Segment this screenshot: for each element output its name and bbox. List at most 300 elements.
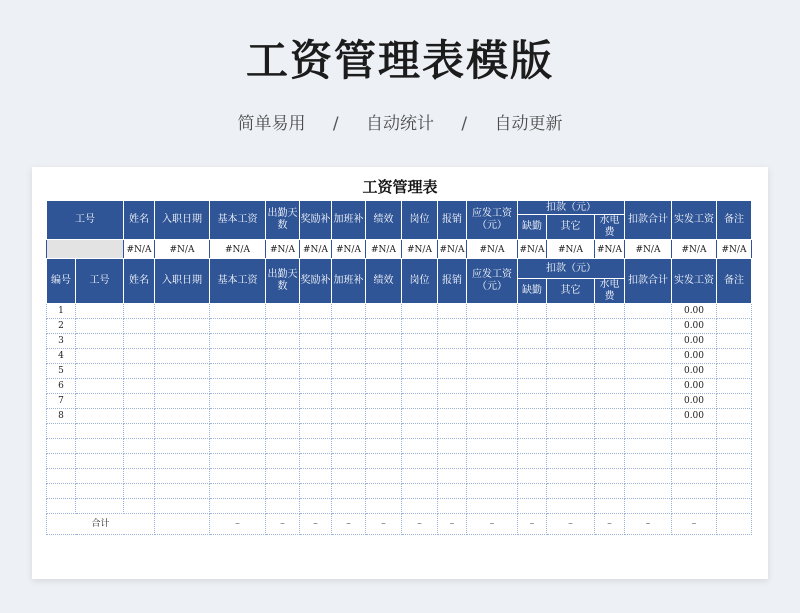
- table-cell[interactable]: [518, 454, 547, 469]
- table-cell[interactable]: [438, 334, 467, 349]
- table-cell[interactable]: [366, 304, 402, 319]
- table-cell[interactable]: [518, 469, 547, 484]
- table-cell[interactable]: [155, 469, 210, 484]
- total-cell: –: [518, 514, 547, 535]
- table-cell[interactable]: [595, 304, 625, 319]
- cell-na[interactable]: #N/A: [210, 240, 266, 260]
- table-cell[interactable]: [155, 319, 210, 334]
- table-cell[interactable]: [595, 379, 625, 394]
- table-cell[interactable]: [266, 439, 300, 454]
- total-cell: –: [210, 514, 266, 535]
- table-cell[interactable]: [366, 379, 402, 394]
- table-cell[interactable]: [124, 409, 155, 424]
- cell-na[interactable]: #N/A: [717, 240, 752, 260]
- row-number-cell[interactable]: [47, 439, 76, 454]
- row-number-cell[interactable]: [47, 454, 76, 469]
- table-cell[interactable]: [76, 499, 124, 514]
- net-pay-cell[interactable]: [672, 439, 717, 454]
- table-cell[interactable]: [332, 469, 366, 484]
- net-pay-cell[interactable]: 0.00: [672, 319, 717, 334]
- net-pay-cell[interactable]: 0.00: [672, 349, 717, 364]
- table-cell[interactable]: [547, 349, 595, 364]
- table-cell[interactable]: [595, 469, 625, 484]
- table-cell[interactable]: [266, 424, 300, 439]
- cell-na[interactable]: #N/A: [672, 240, 717, 260]
- table-cell[interactable]: [124, 439, 155, 454]
- table-cell[interactable]: [76, 469, 124, 484]
- table-cell[interactable]: [266, 469, 300, 484]
- table-cell[interactable]: [366, 499, 402, 514]
- cell-na[interactable]: #N/A: [438, 240, 467, 260]
- table-cell[interactable]: [402, 469, 438, 484]
- table-cell[interactable]: [467, 304, 518, 319]
- net-pay-cell[interactable]: [672, 484, 717, 499]
- table-cell[interactable]: [332, 499, 366, 514]
- table-cell[interactable]: [547, 499, 595, 514]
- subtitle-separator: /: [332, 114, 339, 134]
- table-cell[interactable]: [595, 364, 625, 379]
- table-cell[interactable]: [76, 334, 124, 349]
- col-reimburse: 报销: [438, 201, 467, 240]
- table-cell[interactable]: [366, 454, 402, 469]
- table-cell[interactable]: [300, 499, 332, 514]
- page-subtitle: [0, 112, 800, 136]
- table-cell[interactable]: [124, 379, 155, 394]
- table-cell[interactable]: [155, 364, 210, 379]
- table-cell[interactable]: [717, 319, 752, 334]
- table-cell[interactable]: [266, 319, 300, 334]
- table-cell[interactable]: [438, 484, 467, 499]
- table-cell[interactable]: [518, 394, 547, 409]
- table-cell[interactable]: [518, 409, 547, 424]
- total-label: 合计: [47, 514, 155, 535]
- table-cell[interactable]: [124, 469, 155, 484]
- table-cell[interactable]: [332, 304, 366, 319]
- cell-na[interactable]: #N/A: [547, 240, 595, 260]
- table-cell[interactable]: [438, 454, 467, 469]
- table-cell[interactable]: [467, 394, 518, 409]
- table-cell[interactable]: [266, 364, 300, 379]
- table-cell[interactable]: [518, 484, 547, 499]
- table-cell[interactable]: [518, 304, 547, 319]
- table-cell[interactable]: [366, 319, 402, 334]
- table-cell[interactable]: [266, 409, 300, 424]
- table-cell[interactable]: [438, 499, 467, 514]
- table-cell[interactable]: [518, 439, 547, 454]
- row-number-cell[interactable]: 7: [47, 394, 76, 409]
- table-cell[interactable]: [300, 439, 332, 454]
- row-number-cell[interactable]: 8: [47, 409, 76, 424]
- table-cell[interactable]: [625, 379, 672, 394]
- table-cell[interactable]: [332, 484, 366, 499]
- table-cell[interactable]: [467, 409, 518, 424]
- table-row: [47, 499, 752, 514]
- table-cell[interactable]: [300, 469, 332, 484]
- table-cell[interactable]: [210, 484, 266, 499]
- row-number-cell[interactable]: [47, 484, 76, 499]
- row-number-cell[interactable]: [47, 469, 76, 484]
- table-cell[interactable]: [402, 454, 438, 469]
- table-cell[interactable]: [717, 424, 752, 439]
- table-cell[interactable]: [547, 484, 595, 499]
- col-emp-id: 工号: [76, 259, 124, 304]
- lookup-table: [46, 200, 752, 260]
- row-number-cell[interactable]: [47, 499, 76, 514]
- cell-na[interactable]: #N/A: [625, 240, 672, 260]
- table-cell[interactable]: [332, 334, 366, 349]
- table-cell[interactable]: [717, 454, 752, 469]
- table-cell[interactable]: [366, 394, 402, 409]
- total-cell: –: [300, 514, 332, 535]
- table-cell[interactable]: [76, 364, 124, 379]
- table-cell[interactable]: [595, 454, 625, 469]
- salary-rows: [47, 304, 752, 514]
- table-cell[interactable]: [266, 484, 300, 499]
- table-cell[interactable]: [518, 499, 547, 514]
- table-row: [47, 409, 752, 424]
- table-cell[interactable]: [155, 304, 210, 319]
- table-cell[interactable]: [155, 439, 210, 454]
- total-cell: –: [547, 514, 595, 535]
- table-cell[interactable]: [518, 334, 547, 349]
- table-cell[interactable]: [332, 364, 366, 379]
- table-cell[interactable]: [467, 364, 518, 379]
- table-cell[interactable]: [547, 439, 595, 454]
- total-cell: –: [438, 514, 467, 535]
- table-cell[interactable]: [717, 364, 752, 379]
- table-cell[interactable]: [547, 304, 595, 319]
- table-cell[interactable]: [300, 409, 332, 424]
- total-cell: –: [625, 514, 672, 535]
- table-cell[interactable]: [300, 364, 332, 379]
- table-cell[interactable]: [155, 334, 210, 349]
- table-cell[interactable]: [124, 349, 155, 364]
- table-cell[interactable]: [76, 484, 124, 499]
- row-number-cell[interactable]: 4: [47, 349, 76, 364]
- table-cell[interactable]: [300, 484, 332, 499]
- row-number-cell[interactable]: [47, 424, 76, 439]
- table-cell[interactable]: [332, 439, 366, 454]
- table-cell[interactable]: [402, 304, 438, 319]
- table-cell[interactable]: [595, 394, 625, 409]
- cell-na[interactable]: #N/A: [518, 240, 547, 260]
- table-cell[interactable]: [124, 319, 155, 334]
- table-cell[interactable]: [300, 424, 332, 439]
- table-cell[interactable]: [402, 394, 438, 409]
- table-cell[interactable]: [518, 379, 547, 394]
- table-cell[interactable]: [402, 319, 438, 334]
- total-cell: –: [332, 514, 366, 535]
- table-cell[interactable]: [467, 454, 518, 469]
- table-cell[interactable]: [402, 364, 438, 379]
- table-cell[interactable]: [210, 439, 266, 454]
- table-cell[interactable]: [595, 334, 625, 349]
- table-cell[interactable]: [438, 364, 467, 379]
- table-cell[interactable]: [266, 499, 300, 514]
- table-cell[interactable]: [518, 319, 547, 334]
- cell-na[interactable]: #N/A: [595, 240, 625, 260]
- table-cell[interactable]: [76, 304, 124, 319]
- table-cell[interactable]: [155, 499, 210, 514]
- table-cell[interactable]: [266, 349, 300, 364]
- table-cell[interactable]: [717, 439, 752, 454]
- table-cell[interactable]: [467, 379, 518, 394]
- table-cell[interactable]: [438, 424, 467, 439]
- table-cell[interactable]: [717, 394, 752, 409]
- table-cell[interactable]: [155, 394, 210, 409]
- table-cell[interactable]: [155, 424, 210, 439]
- table-cell[interactable]: [438, 379, 467, 394]
- table-cell[interactable]: [76, 394, 124, 409]
- table-cell[interactable]: [266, 454, 300, 469]
- table-cell[interactable]: [366, 364, 402, 379]
- table-cell[interactable]: [547, 424, 595, 439]
- table-cell[interactable]: [547, 364, 595, 379]
- table-cell[interactable]: [155, 484, 210, 499]
- row-number-cell[interactable]: 3: [47, 334, 76, 349]
- table-cell[interactable]: [467, 334, 518, 349]
- table-cell[interactable]: [210, 424, 266, 439]
- table-cell[interactable]: [625, 454, 672, 469]
- net-pay-cell[interactable]: [672, 424, 717, 439]
- net-pay-cell[interactable]: 0.00: [672, 394, 717, 409]
- net-pay-cell[interactable]: [672, 469, 717, 484]
- table-cell[interactable]: [717, 499, 752, 514]
- table-cell[interactable]: [438, 304, 467, 319]
- table-cell[interactable]: [266, 379, 300, 394]
- table-cell[interactable]: [547, 334, 595, 349]
- table-cell[interactable]: [467, 319, 518, 334]
- table-cell[interactable]: [366, 484, 402, 499]
- table-cell[interactable]: [438, 394, 467, 409]
- table-cell[interactable]: [76, 439, 124, 454]
- table-cell[interactable]: [210, 334, 266, 349]
- table-cell[interactable]: [76, 379, 124, 394]
- row-number-cell[interactable]: 1: [47, 304, 76, 319]
- table-cell[interactable]: [547, 394, 595, 409]
- table-cell[interactable]: [210, 454, 266, 469]
- table-cell[interactable]: [717, 379, 752, 394]
- table-cell[interactable]: [76, 319, 124, 334]
- col-deduction-total: 扣款合计: [625, 201, 672, 240]
- table-cell[interactable]: [625, 334, 672, 349]
- table-cell[interactable]: [717, 304, 752, 319]
- table-cell[interactable]: [155, 379, 210, 394]
- table-cell[interactable]: [210, 469, 266, 484]
- cell-na[interactable]: #N/A: [366, 240, 402, 260]
- table-cell[interactable]: [300, 334, 332, 349]
- col-position: 岗位: [402, 201, 438, 240]
- table-cell[interactable]: [402, 379, 438, 394]
- table-cell[interactable]: [595, 349, 625, 364]
- table-cell[interactable]: [467, 469, 518, 484]
- col-bonus-allowance: 奖励补: [300, 259, 332, 304]
- table-cell[interactable]: [595, 424, 625, 439]
- table-cell[interactable]: [210, 409, 266, 424]
- cell-na[interactable]: #N/A: [300, 240, 332, 260]
- table-cell[interactable]: [266, 394, 300, 409]
- subtitle-auto-stat: 自动统计: [366, 114, 434, 134]
- table-cell[interactable]: [300, 379, 332, 394]
- table-cell[interactable]: [155, 409, 210, 424]
- table-cell[interactable]: [266, 334, 300, 349]
- col-net-pay: 实发工资: [672, 201, 717, 240]
- table-cell[interactable]: [518, 349, 547, 364]
- table-cell[interactable]: [300, 304, 332, 319]
- table-cell[interactable]: [210, 364, 266, 379]
- table-cell[interactable]: [266, 304, 300, 319]
- table-cell[interactable]: [402, 424, 438, 439]
- table-cell[interactable]: [547, 409, 595, 424]
- net-pay-cell[interactable]: 0.00: [672, 304, 717, 319]
- table-cell[interactable]: [124, 454, 155, 469]
- net-pay-cell[interactable]: 0.00: [672, 364, 717, 379]
- table-cell[interactable]: [366, 439, 402, 454]
- cell-na[interactable]: #N/A: [467, 240, 518, 260]
- table-cell[interactable]: [332, 349, 366, 364]
- table-cell[interactable]: [547, 469, 595, 484]
- table-cell[interactable]: [300, 394, 332, 409]
- row-number-cell[interactable]: 6: [47, 379, 76, 394]
- table-cell[interactable]: [366, 349, 402, 364]
- table-cell[interactable]: [595, 409, 625, 424]
- table-cell[interactable]: [366, 424, 402, 439]
- table-cell[interactable]: [210, 379, 266, 394]
- table-cell[interactable]: [467, 484, 518, 499]
- row-number-cell[interactable]: 5: [47, 364, 76, 379]
- col-base-salary: 基本工资: [210, 201, 266, 240]
- table-cell[interactable]: [625, 499, 672, 514]
- table-cell[interactable]: [595, 439, 625, 454]
- table-cell[interactable]: [332, 454, 366, 469]
- table-cell[interactable]: [300, 349, 332, 364]
- cell-na[interactable]: #N/A: [332, 240, 366, 260]
- table-cell[interactable]: [438, 349, 467, 364]
- table-cell[interactable]: [547, 454, 595, 469]
- col-overtime: 加班补: [332, 201, 366, 240]
- col-performance: 绩效: [366, 259, 402, 304]
- table-cell[interactable]: [366, 409, 402, 424]
- spreadsheet-preview: [32, 167, 768, 579]
- table-cell[interactable]: [210, 499, 266, 514]
- table-cell[interactable]: [717, 484, 752, 499]
- col-attendance-days: 出勤天数: [266, 201, 300, 240]
- table-cell[interactable]: [76, 349, 124, 364]
- table-cell[interactable]: [300, 319, 332, 334]
- table-cell[interactable]: [402, 439, 438, 454]
- table-cell[interactable]: [467, 424, 518, 439]
- net-pay-cell[interactable]: [672, 499, 717, 514]
- col-name: 姓名: [124, 201, 155, 240]
- table-cell[interactable]: [625, 349, 672, 364]
- table-cell[interactable]: [332, 379, 366, 394]
- table-cell[interactable]: [438, 439, 467, 454]
- total-cell: –: [467, 514, 518, 535]
- net-pay-cell[interactable]: 0.00: [672, 409, 717, 424]
- table-cell[interactable]: [300, 454, 332, 469]
- net-pay-cell[interactable]: 0.00: [672, 334, 717, 349]
- table-cell[interactable]: [547, 319, 595, 334]
- table-cell[interactable]: [124, 424, 155, 439]
- table-cell[interactable]: [438, 319, 467, 334]
- table-cell[interactable]: [438, 409, 467, 424]
- table-cell[interactable]: [717, 349, 752, 364]
- net-pay-cell[interactable]: 0.00: [672, 379, 717, 394]
- col-deduction-total: 扣款合计: [625, 259, 672, 304]
- table-cell[interactable]: [332, 394, 366, 409]
- table-cell[interactable]: [366, 469, 402, 484]
- table-cell[interactable]: [717, 409, 752, 424]
- table-cell[interactable]: [155, 454, 210, 469]
- row-number-cell[interactable]: 2: [47, 319, 76, 334]
- table-cell[interactable]: [76, 454, 124, 469]
- cell-na[interactable]: #N/A: [155, 240, 210, 260]
- table-cell[interactable]: [625, 409, 672, 424]
- emp-id-input-cell[interactable]: [47, 240, 124, 260]
- cell-na[interactable]: #N/A: [266, 240, 300, 260]
- table-cell[interactable]: [332, 409, 366, 424]
- table-cell[interactable]: [438, 469, 467, 484]
- table-cell[interactable]: [625, 304, 672, 319]
- table-cell[interactable]: [717, 469, 752, 484]
- table-cell[interactable]: [124, 334, 155, 349]
- table-cell[interactable]: [402, 499, 438, 514]
- table-cell[interactable]: [717, 334, 752, 349]
- table-cell[interactable]: [595, 499, 625, 514]
- table-cell[interactable]: [402, 334, 438, 349]
- table-cell[interactable]: [124, 304, 155, 319]
- table-cell[interactable]: [366, 334, 402, 349]
- table-cell[interactable]: [625, 424, 672, 439]
- table-cell[interactable]: [625, 394, 672, 409]
- table-cell[interactable]: [155, 349, 210, 364]
- table-cell[interactable]: [625, 364, 672, 379]
- table-cell[interactable]: [402, 349, 438, 364]
- table-cell[interactable]: [124, 364, 155, 379]
- table-cell[interactable]: [625, 469, 672, 484]
- table-cell[interactable]: [210, 304, 266, 319]
- col-other: 其它: [547, 279, 595, 304]
- table-cell[interactable]: [467, 439, 518, 454]
- table-cell[interactable]: [124, 394, 155, 409]
- table-cell[interactable]: [210, 319, 266, 334]
- table-cell[interactable]: [625, 484, 672, 499]
- table-cell[interactable]: [332, 319, 366, 334]
- table-cell[interactable]: [467, 499, 518, 514]
- table-cell[interactable]: [124, 484, 155, 499]
- table-cell[interactable]: [625, 319, 672, 334]
- table-cell[interactable]: [332, 424, 366, 439]
- cell-na[interactable]: #N/A: [124, 240, 155, 260]
- table-cell[interactable]: [76, 424, 124, 439]
- table-cell[interactable]: [76, 409, 124, 424]
- table-cell[interactable]: [625, 439, 672, 454]
- net-pay-cell[interactable]: [672, 454, 717, 469]
- table-cell[interactable]: [402, 484, 438, 499]
- col-other: 其它: [547, 215, 595, 240]
- table-cell[interactable]: [518, 424, 547, 439]
- cell-na[interactable]: #N/A: [402, 240, 438, 260]
- table-cell[interactable]: [210, 349, 266, 364]
- table-cell[interactable]: [124, 499, 155, 514]
- table-cell[interactable]: [595, 484, 625, 499]
- table-cell[interactable]: [595, 319, 625, 334]
- table-cell[interactable]: [210, 394, 266, 409]
- table-cell[interactable]: [547, 379, 595, 394]
- table-cell[interactable]: [518, 364, 547, 379]
- table-cell[interactable]: [402, 409, 438, 424]
- table-cell[interactable]: [467, 349, 518, 364]
